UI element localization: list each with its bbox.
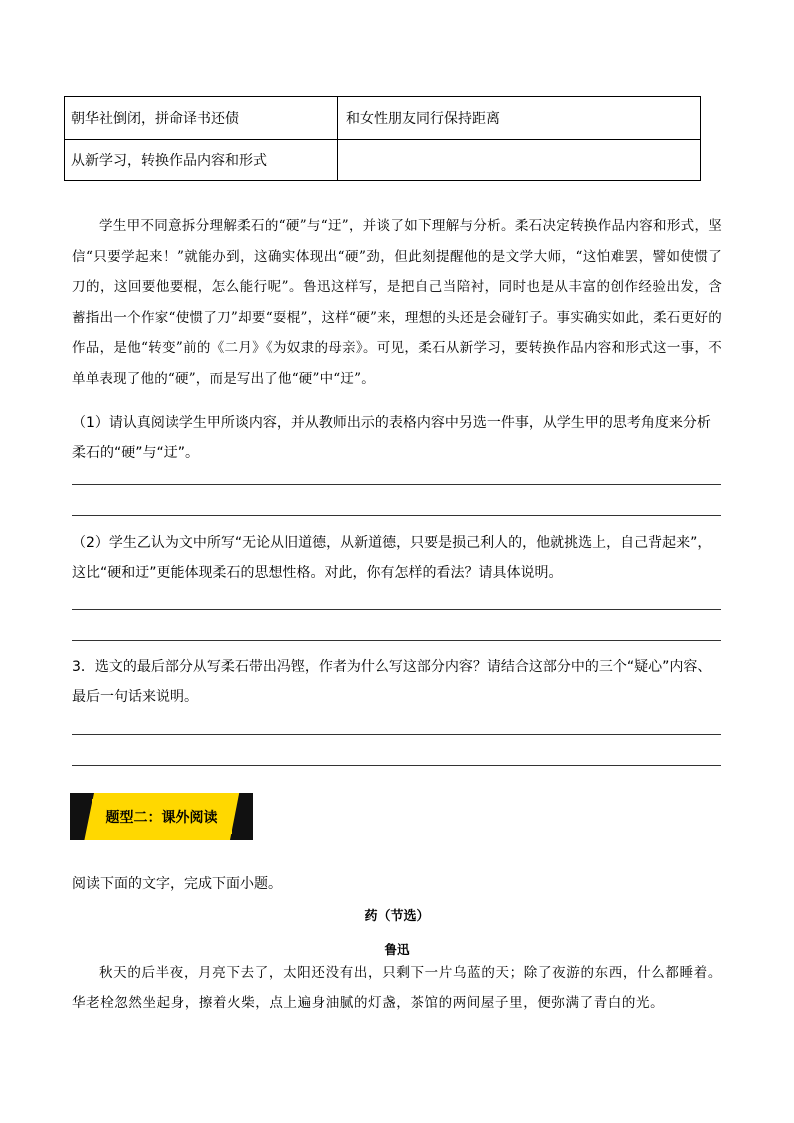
table-row [65, 97, 700, 140]
answer-line [72, 734, 721, 735]
answer-line [72, 609, 721, 610]
student-a-passage: 学生甲不同意拆分理解柔石的“硬”与“迂”，并谈了如下理解与分析。柔石决定转换作品内容和形式，坚信“只要学起来！”就能办到，这确实体现出“硬”劲，但此刻提醒他的是文学大师，“这怕难罢，譬如使惯了刀的，这回要他要棍，怎么能行呢”。鲁迅这样写，是把自己当陪衬，同时也是从丰富的创作经验出发，含蓄指出一个作家“使惯了刀”却要“耍棍”，这样“硬”来，理想的头还是会碰钉子。事实确实如此，柔石更好的作品，是他“转变”前的《二月》《为奴隶的母亲》。可见，柔石从新学习，要转换作品内容和形式这一事，不单单表现了他的“硬”，而是写出了他“硬”中“迂”。 [72, 218, 722, 387]
reading-author: 鲁迅 [384, 942, 410, 957]
question-1: （1）请认真阅读学生甲所谈内容，并从教师出示的表格内容中另选一件事，从学生甲的思考角度来分析柔石的“硬”与“迂”。 [72, 415, 711, 461]
answer-line [72, 640, 721, 641]
answer-line [72, 765, 721, 766]
table-cell: 和女性朋友同行保持距离 [346, 111, 500, 127]
reading-title: 药（节选） [364, 909, 430, 924]
reading-instruction: 阅读下面的文字，完成下面小题。 [72, 876, 282, 892]
table-cell: 朝华社倒闭，拼命译书还债 [71, 111, 239, 127]
answer-line [72, 515, 721, 516]
question-3: 3．选文的最后部分从写柔石带出冯铿，作者为什么写这部分内容？请结合这部分中的三个“疑心”内容、最后一句话来说明。 [72, 659, 712, 705]
section-title: 题型二：课外阅读 [105, 809, 218, 826]
table-cell: 从新学习，转换作品内容和形式 [71, 152, 267, 169]
comparison-table [64, 96, 701, 181]
question-2: （2）学生乙认为文中所写“无论从旧道德，从新道德，只要是损己利人的，他就挑选上，自己背起来”，这比“硬和迂”更能体现柔石的思想性格。对此，你有怎样的看法？请具体说明。 [72, 535, 712, 581]
answer-line [72, 484, 721, 485]
table-row [65, 139, 700, 180]
table-divider [337, 97, 338, 180]
section-badge [70, 793, 253, 840]
reading-text: 秋天的后半夜，月亮下去了，太阳还没有出，只剩下一片乌蓝的天；除了夜游的东西，什么都睡着。华老栓忽然坐起身，擦着火柴，点上遍身油腻的灯盏，茶馆的两间屋子里，便弥满了青白的光。 [72, 965, 722, 1011]
